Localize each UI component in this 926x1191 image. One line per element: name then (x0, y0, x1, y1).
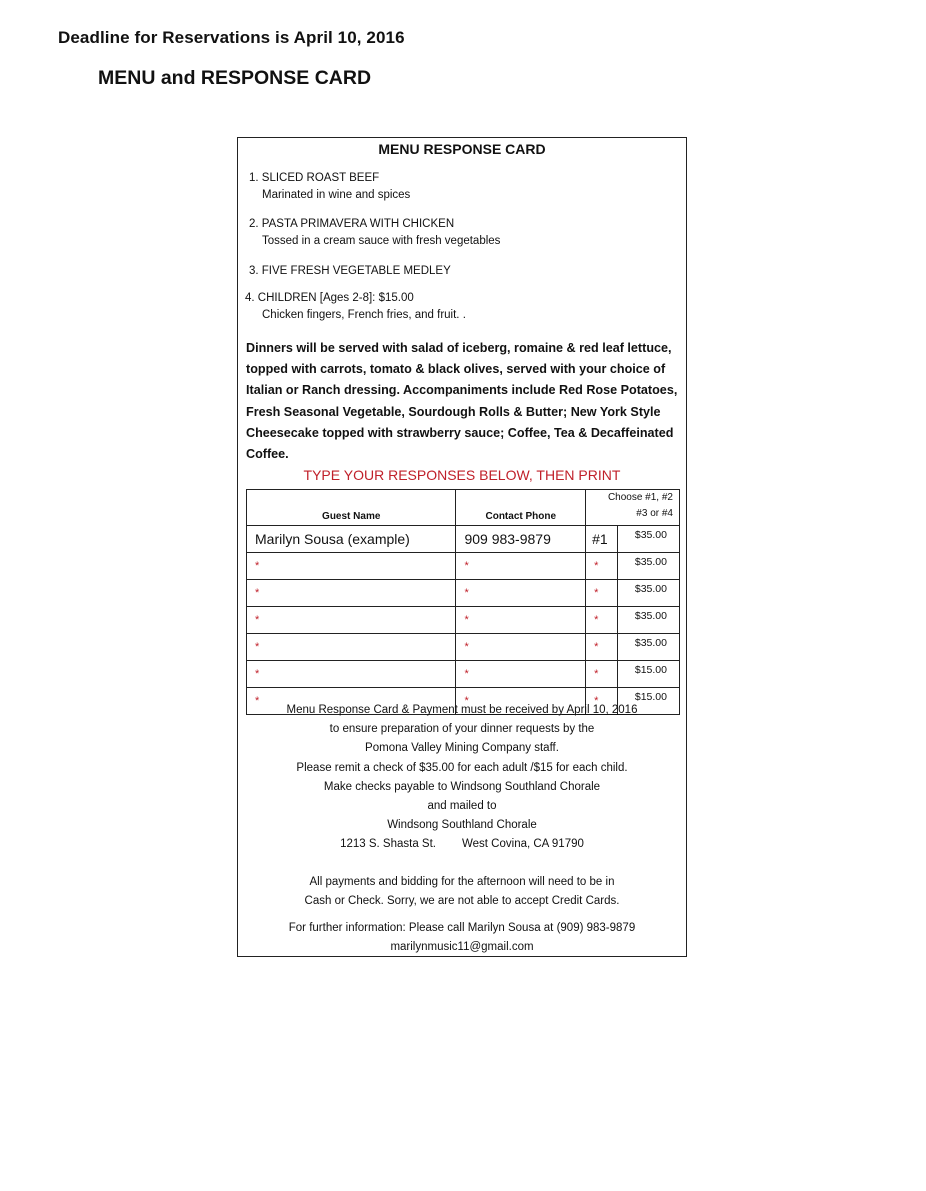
menu-item-pasta-primavera (249, 218, 500, 247)
choice-cell[interactable] (586, 634, 618, 661)
required-mark: * (594, 587, 599, 599)
menu-item-name: 1. SLICED ROAST BEEF (249, 172, 380, 184)
menu-item-children (245, 292, 466, 321)
price-cell: $35.00 (618, 553, 680, 580)
required-mark: * (464, 614, 469, 626)
required-mark: * (464, 695, 469, 707)
price-cell: $35.00 (618, 607, 680, 634)
menu-item-name: 2. PASTA PRIMAVERA WITH CHICKEN (249, 218, 455, 230)
required-mark: * (255, 587, 260, 599)
required-mark: * (255, 641, 260, 653)
table-row (247, 607, 680, 634)
card-footer (238, 701, 686, 957)
header-guest-name: Guest Name (247, 490, 456, 526)
required-mark: * (594, 614, 599, 626)
card-title: MENU RESPONSE CARD (378, 141, 546, 157)
header-contact-phone: Contact Phone (456, 490, 586, 526)
payment-deadline-date: must be received by April 10, 2016 (461, 704, 638, 716)
header-choose-line1: Choose #1, #2 (607, 492, 673, 503)
guest-name-cell[interactable] (247, 634, 456, 661)
required-mark: * (464, 560, 469, 572)
price-cell: $15.00 (618, 688, 680, 715)
required-mark: * (464, 587, 469, 599)
mailing-address (238, 835, 686, 854)
table-header-row (247, 490, 680, 526)
menu-item-name: 3. FIVE FRESH VEGETABLE MEDLEY (249, 265, 451, 277)
guest-name-cell[interactable] (247, 553, 456, 580)
contact-phone-cell[interactable] (456, 553, 586, 580)
choice-cell[interactable] (586, 607, 618, 634)
dinner-description-text: Dinners will be served with salad of iceberg, romaine & red leaf lettuce, topped with carrots, tomato & black olives, served with your choice of Italian or Ranch dressing. Accompaniments include Red Rose Potatoes, Fresh Seasonal Vegetable, Sourdough Rolls & Butter; New York Style Cheesecake topped with strawberry sauce; (246, 341, 678, 440)
guest-name-cell[interactable]: Marilyn Sousa (example) (247, 526, 456, 553)
type-instruction: TYPE YOUR RESPONSES BELOW, THEN PRINT (303, 467, 621, 483)
table-row (247, 661, 680, 688)
footer-line: to ensure preparation of your dinner requests by the (329, 723, 595, 736)
required-mark: * (255, 668, 260, 680)
menu-item-description: Chicken fingers, French fries, and fruit. . (262, 309, 466, 321)
contact-phone-cell[interactable]: 909 983-9879 (456, 526, 586, 553)
contact-phone-cell[interactable] (456, 661, 586, 688)
required-mark: * (594, 641, 599, 653)
dinner-description-beverages: Coffee, Tea & Decaffeinated Coffee. (246, 425, 674, 462)
required-mark: * (594, 560, 599, 572)
footer-line: Make checks payable to Windsong Southland Chorale (323, 780, 601, 793)
price-cell: $35.00 (618, 634, 680, 661)
footer-line: Windsong Southland Chorale (387, 819, 537, 832)
contact-info-line: For further information: Please call Marilyn Sousa at (909) 983-9879 (288, 922, 636, 935)
menu-item-description: Tossed in a cream sauce with fresh vegetables (262, 235, 501, 247)
guest-name-cell[interactable] (247, 580, 456, 607)
required-mark: * (464, 668, 469, 680)
menu-item-vegetable-medley (249, 265, 451, 277)
menu-response-card (237, 137, 687, 957)
payments-line: Cash or Check. Sorry, we are not able to accept Credit Cards. (304, 894, 620, 907)
payment-deadline-line (238, 701, 686, 720)
table-row (247, 553, 680, 580)
required-mark: * (464, 641, 469, 653)
choice-cell[interactable] (586, 661, 618, 688)
required-mark: * (594, 668, 599, 680)
response-table (246, 489, 680, 715)
footer-line: and mailed to (427, 800, 497, 813)
table-row (247, 634, 680, 661)
guest-name-cell[interactable] (247, 607, 456, 634)
address-city: West Covina, CA 91790 (462, 838, 584, 851)
required-mark: * (594, 695, 599, 707)
guest-name-cell[interactable] (247, 661, 456, 688)
page-title: MENU and RESPONSE CARD (98, 67, 372, 89)
contact-email[interactable]: marilynmusic11@gmail.com (390, 941, 534, 954)
contact-phone-cell[interactable] (456, 607, 586, 634)
table-row-example (247, 526, 680, 553)
payment-deadline-prefix: Menu Response Card & Payment (286, 704, 462, 716)
dinner-description (246, 338, 682, 465)
footer-line: Please remit a check of $35.00 for each adult /$15 for each child. (296, 761, 628, 774)
required-mark: * (255, 614, 260, 626)
price-cell: $15.00 (618, 661, 680, 688)
menu-item-description: Marinated in wine and spices (262, 189, 411, 201)
price-cell: $35.00 (618, 580, 680, 607)
choice-cell[interactable]: #1 (586, 526, 618, 553)
menu-item-roast-beef (249, 172, 410, 201)
menu-item-name: 4. CHILDREN [Ages 2-8]: $15.00 (245, 292, 414, 304)
contact-phone-cell[interactable] (456, 634, 586, 661)
footer-line: Pomona Valley Mining Company staff. (365, 742, 559, 755)
payments-line: All payments and bidding for the afternoon will need to be in (309, 875, 615, 888)
header-choose-line2: #3 or #4 (636, 508, 673, 519)
table-row (247, 580, 680, 607)
reservation-deadline: Deadline for Reservations is April 10, 2016 (58, 28, 405, 47)
contact-phone-cell[interactable] (456, 580, 586, 607)
required-mark: * (255, 695, 260, 707)
header-choose (586, 490, 680, 526)
choice-cell[interactable] (586, 553, 618, 580)
price-cell: $35.00 (618, 526, 680, 553)
choice-cell[interactable] (586, 580, 618, 607)
required-mark: * (255, 560, 260, 572)
address-street: 1213 S. Shasta St. (340, 838, 436, 851)
